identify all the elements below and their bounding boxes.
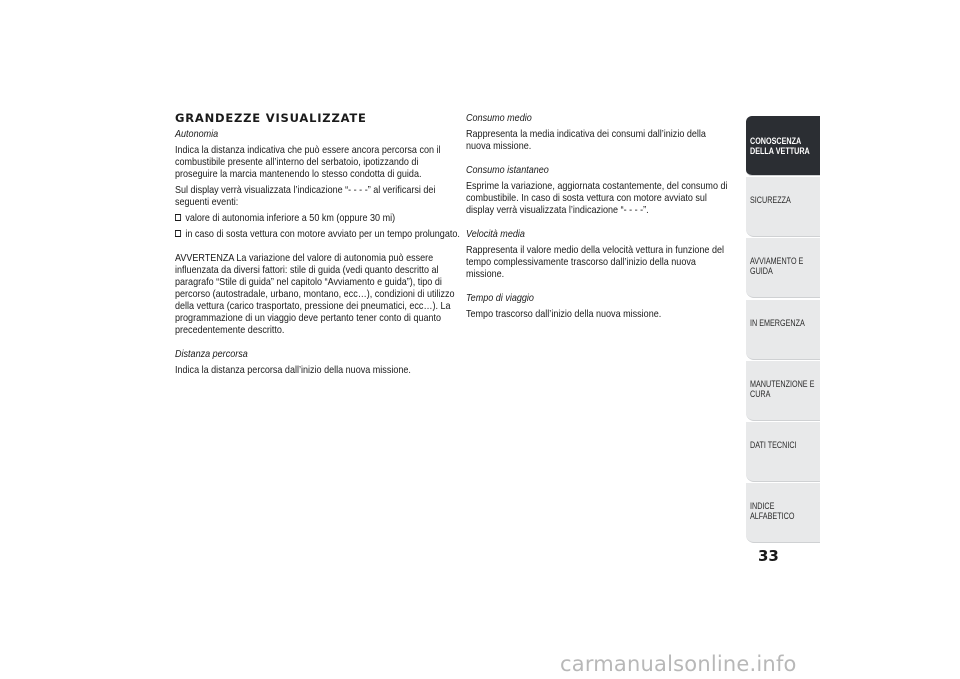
- tab-conoscenza-della-vettura[interactable]: [746, 116, 820, 176]
- consumo-istantaneo-text: Esprime la variazione, aggiornata costantemente, del consumo di combustibile. In caso di sosta vettura con motore avviato sul display verrà visualizzata l’indicazione “- - - -”.: [466, 180, 728, 216]
- list-item: valore di autonomia inferiore a 50 km (oppure 30 mi): [175, 212, 467, 224]
- consumo-medio-title: Consumo medio: [466, 112, 532, 124]
- tab-label: AVVIAMENTO E GUIDA: [750, 256, 804, 277]
- tab-label: CONOSCENZA DELLA VETTURA: [750, 136, 810, 156]
- tab-avviamento-e-guida[interactable]: [746, 238, 820, 298]
- chapter-tabs: [746, 116, 820, 544]
- distanza-text: Indica la distanza percorsa dall’inizio della nuova missione.: [175, 364, 411, 376]
- tab-indice-alfabetico[interactable]: [746, 483, 820, 543]
- section-heading: GRANDEZZE VISUALIZZATE: [175, 111, 367, 125]
- tab-sicurezza[interactable]: [746, 177, 820, 237]
- distanza-title: Distanza percorsa: [175, 348, 248, 360]
- consumo-medio-text: Rappresenta la media indicativa dei consumi dall’inizio della nuova missione.: [466, 128, 706, 152]
- avvertenza-note: AVVERTENZA La variazione del valore di autonomia può essere influenzata da diversi fattori: stile di guida (vedi quanto descritto al paragrafo “Stile di guida” nel capitolo “Avviamento e guida”), tipo di percorso (autostradale, urbano, montano, ecc…), condizioni di utilizzo della vettura (carico trasportato, pressione dei pneumatici, ecc…). La programmazione di un viaggio deve pertanto tener conto di quanto precedentemente descritto.: [175, 252, 455, 336]
- right-column: [466, 112, 732, 324]
- tab-label: MANUTENZIONE E CURA: [750, 378, 815, 399]
- autonomia-title: Autonomia: [175, 128, 219, 140]
- page-number: 33: [758, 547, 779, 565]
- left-column: [175, 111, 460, 380]
- velocita-media-text: Rappresenta il valore medio della velocità vettura in funzione del tempo complessivamente trascorso dall’inizio della nuova missione.: [466, 244, 725, 280]
- velocita-media-title: Velocità media: [466, 228, 525, 240]
- tab-dati-tecnici[interactable]: [746, 422, 820, 482]
- tab-manutenzione-e-cura[interactable]: [746, 361, 820, 421]
- tab-label: SICUREZZA: [750, 195, 791, 206]
- autonomia-display-text: Sul display verrà visualizzata l’indicazione “- - - -” al verificarsi dei seguenti eventi:: [175, 184, 436, 208]
- list-item: in caso di sosta vettura con motore avviato per un tempo prolungato.: [175, 228, 467, 240]
- tab-in-emergenza[interactable]: [746, 300, 820, 360]
- tab-label: IN EMERGENZA: [750, 317, 805, 328]
- tab-label: INDICE ALFABETICO: [750, 501, 795, 522]
- tempo-viaggio-title: Tempo di viaggio: [466, 292, 534, 304]
- tempo-viaggio-text: Tempo trascorso dall’inizio della nuova missione.: [466, 308, 662, 320]
- autonomia-text: Indica la distanza indicativa che può essere ancora percorsa con il combustibile presente all’interno del serbatoio, ipotizzando di proseguire la marcia mantenendo lo stesso condotta di guida.: [175, 144, 441, 180]
- watermark: carmanualsonline.info: [560, 652, 797, 676]
- tab-label: DATI TECNICI: [750, 439, 797, 450]
- consumo-istantaneo-title: Consumo istantaneo: [466, 164, 549, 176]
